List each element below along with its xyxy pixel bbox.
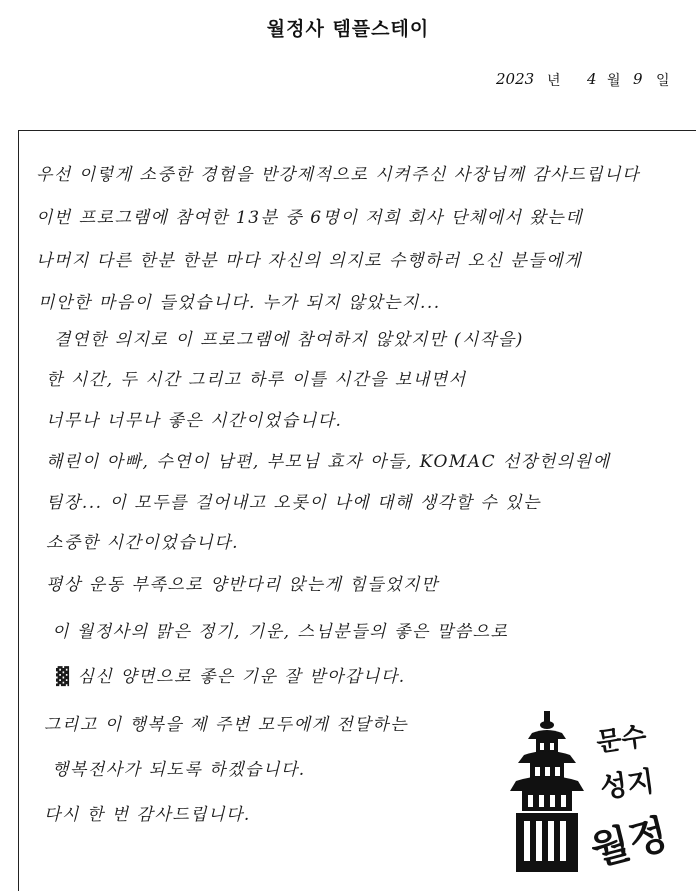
seal-text-line3: 월정 bbox=[586, 811, 673, 875]
letter-line: 나머지 다른 한분 한분 마다 자신의 의지로 수행하러 오신 분들에게 bbox=[36, 251, 583, 271]
date-month: 4 bbox=[587, 70, 597, 88]
date-day: 9 bbox=[633, 70, 643, 88]
letter-line: 소중한 시간이었습니다. bbox=[46, 533, 240, 553]
letter-line: 다시 한 번 감사드립니다. bbox=[44, 805, 251, 825]
letter-line: ▓ 심신 양면으로 좋은 기운 잘 받아갑니다. bbox=[56, 667, 406, 687]
date-year: 2023 bbox=[496, 70, 535, 88]
letter-line: 한 시간, 두 시간 그리고 하루 이틀 시간을 보내면서 bbox=[46, 370, 467, 390]
letter-line: 이번 프로그램에 참여한 13분 중 6명이 저희 회사 단체에서 왔는데 bbox=[36, 208, 584, 228]
letter-line: 팀장... 이 모두를 걸어내고 오롯이 나에 대해 생각할 수 있는 bbox=[46, 493, 542, 513]
letter-date bbox=[490, 70, 680, 94]
temple-seal-logo bbox=[508, 705, 696, 875]
letter-line: 이 월정사의 맑은 정기, 기운, 스님분들의 좋은 말씀으로 bbox=[52, 622, 509, 642]
letter-line: 너무나 너무나 좋은 시간이었습니다. bbox=[46, 411, 343, 431]
page-title: 월정사 템플스테이 bbox=[266, 18, 430, 40]
date-day-label: 일 bbox=[656, 73, 670, 89]
letter-line: 그리고 이 행복을 제 주변 모두에게 전달하는 bbox=[44, 715, 409, 735]
letter-line: 행복전사가 되도록 하겠습니다. bbox=[52, 760, 306, 780]
seal-text-line1: 문수 bbox=[594, 721, 649, 759]
letter-line: 평상 운동 부족으로 양반다리 앉는게 힘들었지만 bbox=[46, 575, 439, 595]
letter-line: 미안한 마음이 들었습니다. 누가 되지 않았는지... bbox=[38, 293, 441, 313]
letter-line: 우선 이렇게 소중한 경험을 반강제적으로 시켜주신 사장님께 감사드립니다 bbox=[36, 165, 640, 185]
date-month-label: 월 bbox=[607, 73, 621, 89]
letter-line: 결연한 의지로 이 프로그램에 참여하지 않았지만 (시작을) bbox=[54, 330, 524, 350]
letter-line: 해린이 아빠, 수연이 남편, 부모님 효자 아들, KOMAC 선장헌의원에 bbox=[46, 452, 611, 472]
date-year-label: 년 bbox=[547, 73, 561, 89]
seal-text-line2: 성지 bbox=[598, 764, 657, 805]
